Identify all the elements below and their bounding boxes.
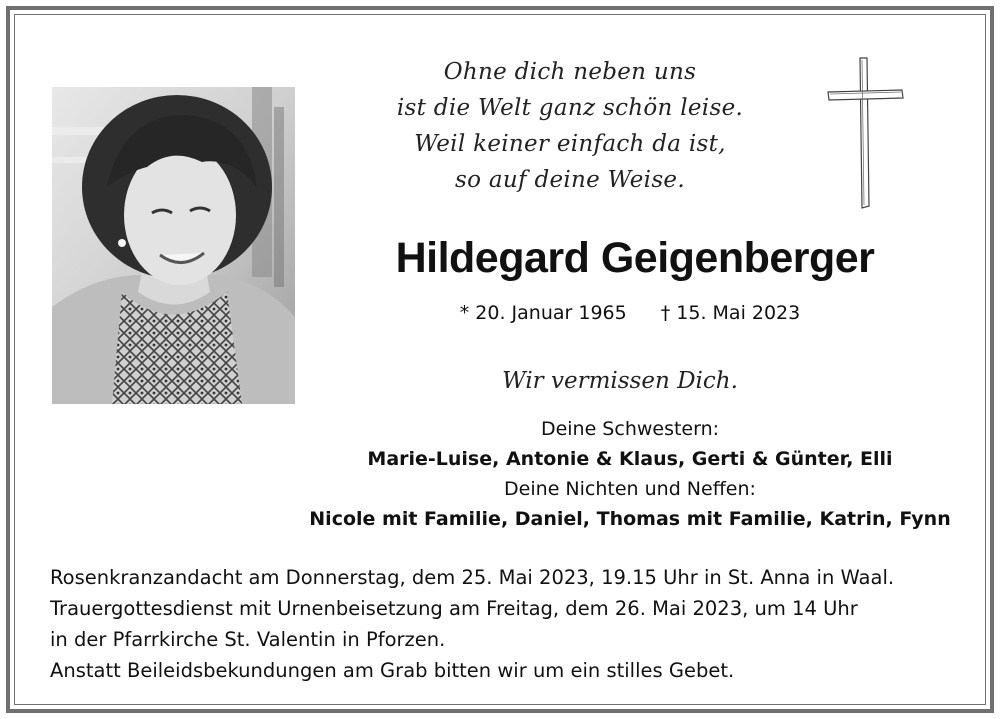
portrait-photo [52,87,295,404]
notice-line: Rosenkranzandacht am Donnerstag, dem 25. Mai 2023, 19.15 Uhr in St. Anna in Waal. [50,566,895,589]
notice-line: in der Pfarrkirche St. Valentin in Pforzen. [50,628,446,651]
birth-date: * 20. Januar 1965 [459,302,627,324]
nieces-names: Nicole mit Familie, Daniel, Thomas mit Familie, Katrin, Fynn [309,508,951,530]
sisters-names: Marie-Luise, Antonie & Klaus, Gerti & Günter, Elli [367,448,893,470]
poem-line: Ohne dich neben uns [443,59,697,85]
notice-line: Anstatt Beileidsbekundungen am Grab bitten wir um ein stilles Gebet. [50,659,735,682]
poem-line: Weil keiner einfach da ist, [414,131,726,157]
poem-line: ist die Welt ganz schön leise. [396,95,744,121]
death-date: † 15. Mai 2023 [660,302,801,324]
motto: Wir vermissen Dich. [502,368,738,394]
notice-line: Trauergottesdienst mit Urnenbeisetzung am Freitag, dem 26. Mai 2023, um 14 Uhr [50,597,858,620]
cross-icon [826,56,906,212]
life-dates [300,302,960,324]
deceased-name: Hildegard Geigenberger [395,234,875,282]
poem-line: so auf deine Weise. [455,167,685,193]
sisters-label: Deine Schwestern: [540,418,720,440]
service-notice [50,562,970,686]
nieces-label: Deine Nichten und Neffen: [504,478,756,500]
poem [360,54,780,198]
